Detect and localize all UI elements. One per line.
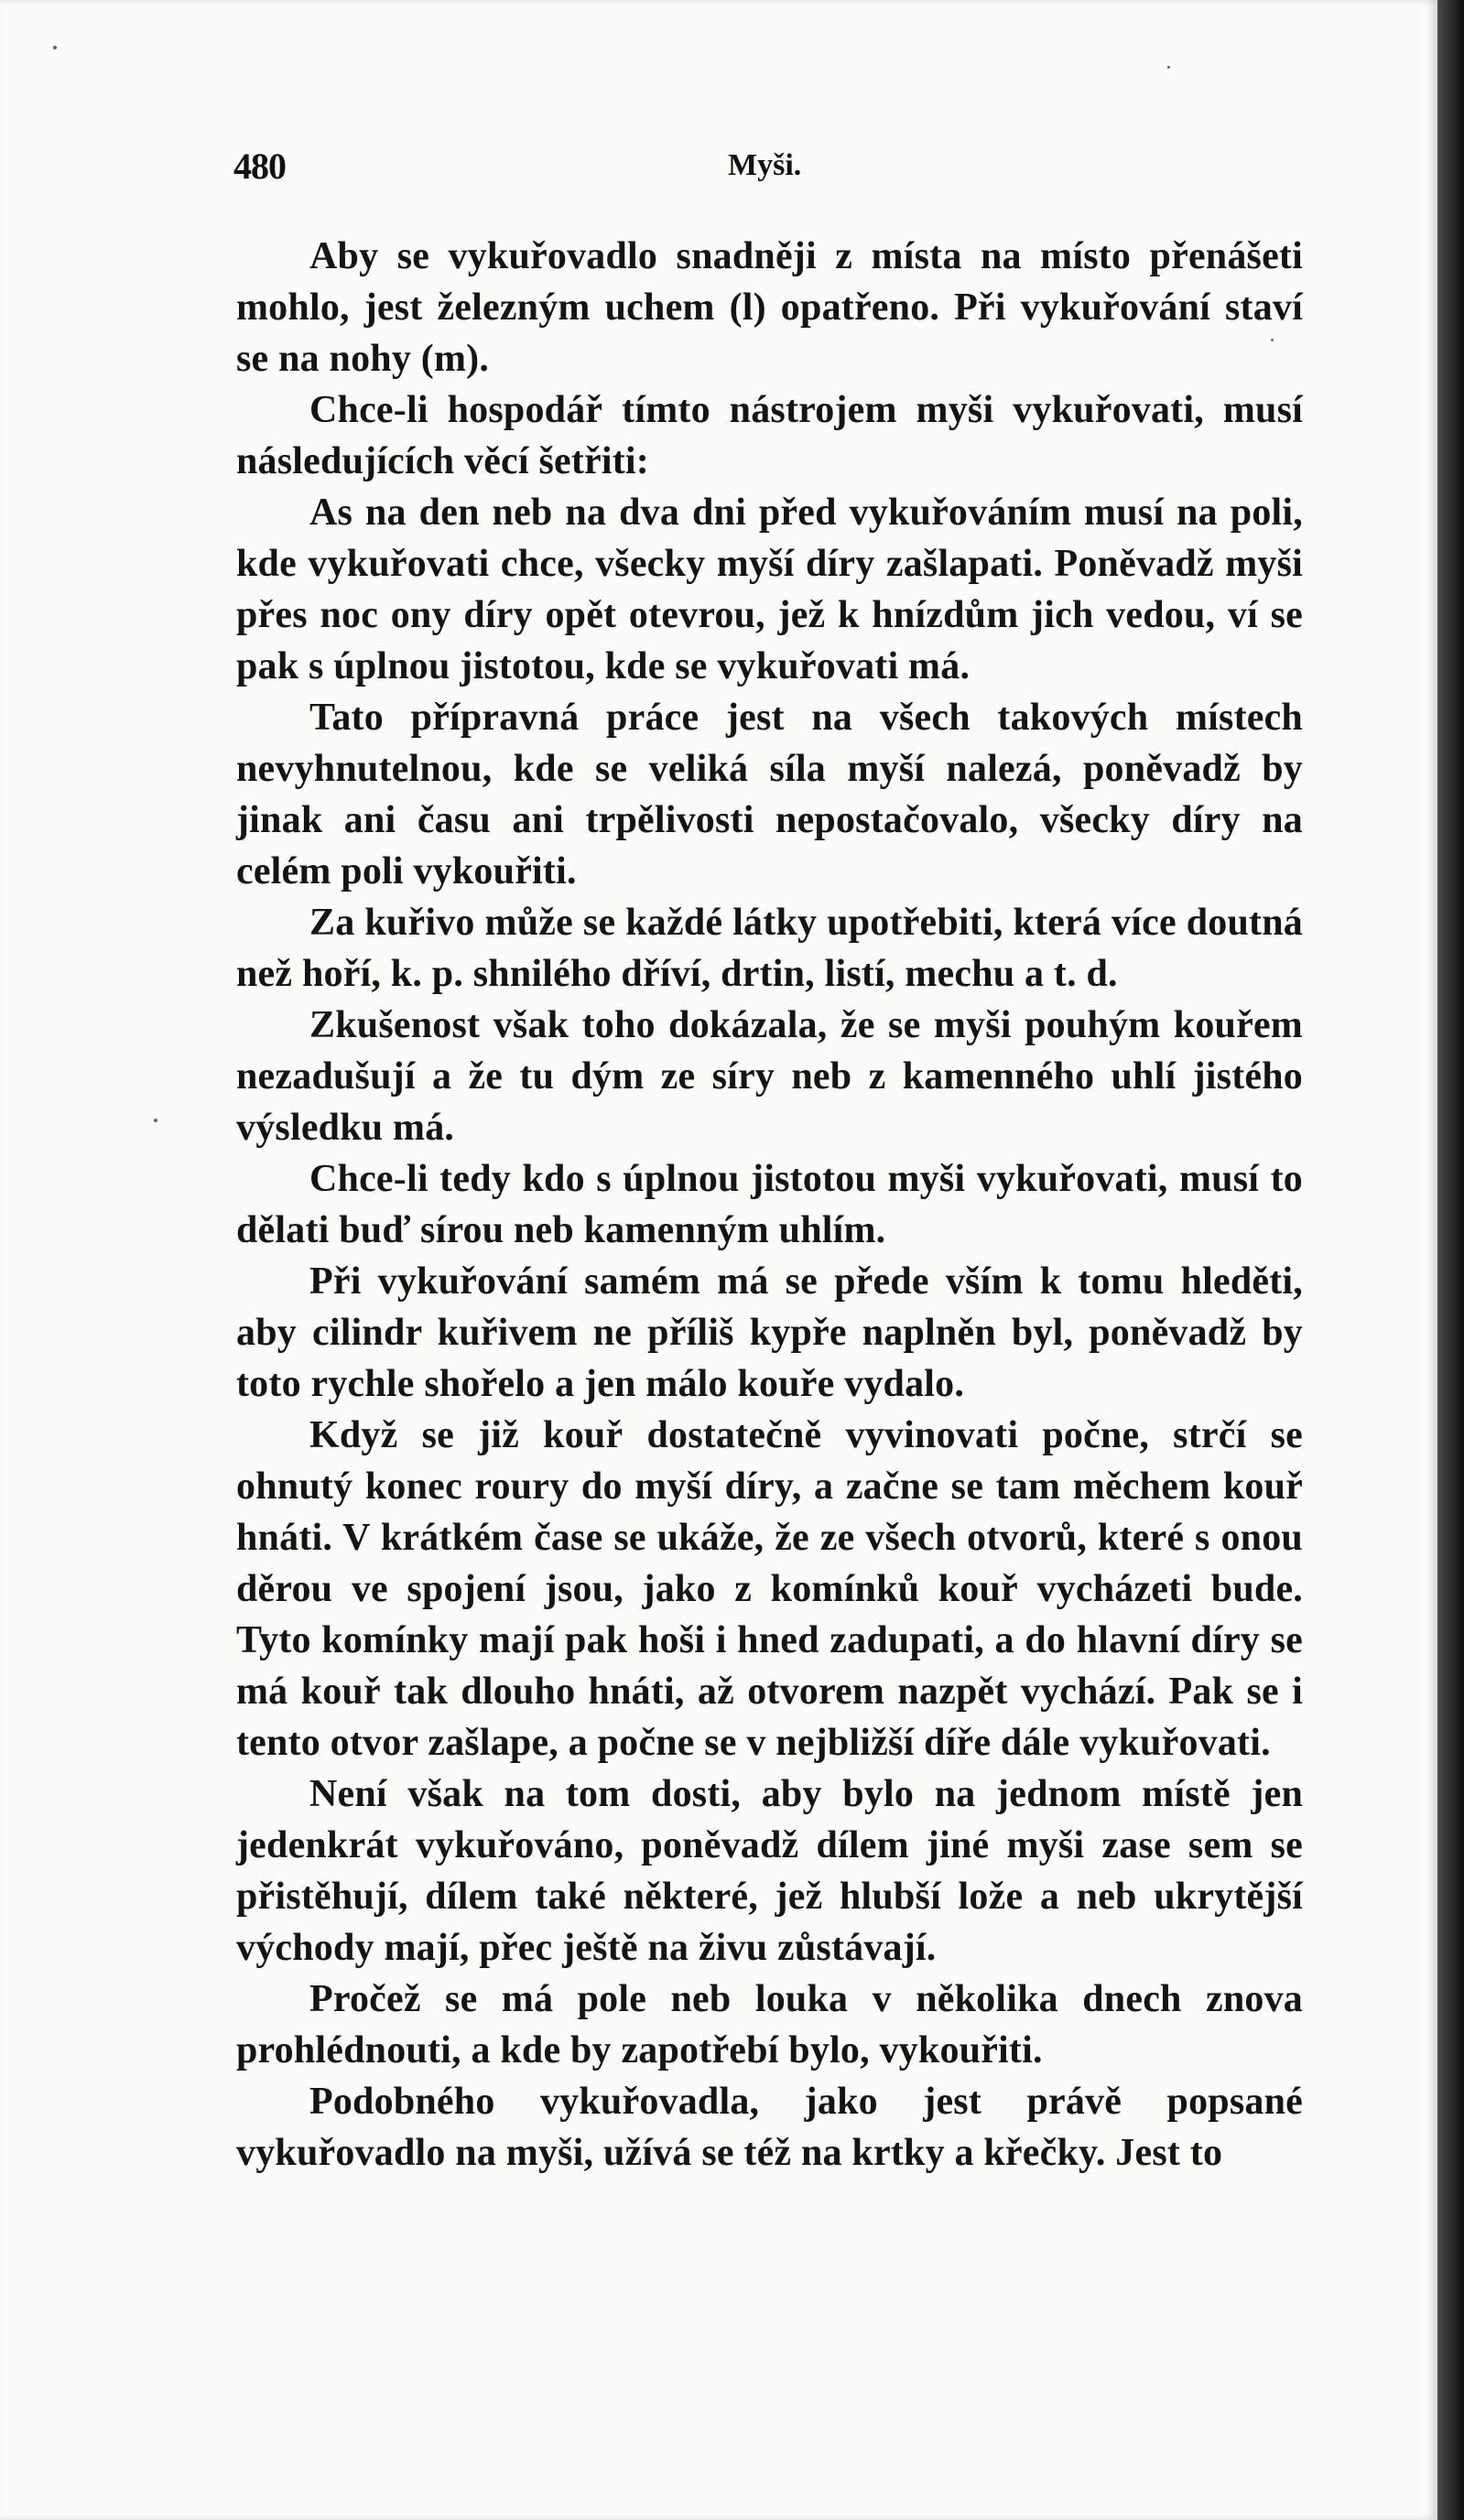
body-text [236,231,1303,2179]
paragraph: Tato přípravná práce jest na všech takových místech nevyhnutelnou, kde se veliká síla myší nalezá, poněvadž by jinak ani času ani trpělivosti nepostačovalo, všecky díry na celém poli vykouřiti. [236,697,1303,892]
page-header [233,145,1305,200]
ink-speck [154,1119,157,1122]
paragraph: Chce-li tedy kdo s úplnou jistotou myši vykuřovati, musí to dělati buď sírou neb kamenným uhlím. [236,1158,1303,1251]
ink-speck [1167,66,1170,69]
paragraph: Pročež se má pole neb louka v několika dnech znova prohlédnouti, a kde by zapotřebí bylo, vykouřiti. [236,1978,1303,2071]
paragraph: Aby se vykuřovadlo snadněji z místa na místo přenášeti mohlo, jest železným uchem (l) opatřeno. Při vykuřování staví se na nohy (m). [236,235,1303,380]
paragraph: Chce-li hospodář tímto nástrojem myši vykuřovati, musí následujících věcí šetřiti: [236,389,1303,482]
paragraph: Při vykuřování samém má se přede vším k tomu hleděti, aby cilindr kuřivem ne příliš kypře naplněn byl, poněvadž by toto rychle shořelo a jen málo kouře vydalo. [236,1260,1303,1405]
page-number: 480 [233,146,286,187]
scan-edge [1437,0,1464,2520]
running-title: Myši. [728,148,802,182]
paragraph: Není však na tom dosti, aby bylo na jednom místě jen jedenkrát vykuřováno, poněvadž dílem jiné myši zase sem se přistěhují, dílem také některé, jež hlubší lože a neb ukrytější východy mají, přec ještě na živu zůstávají. [236,1773,1303,1969]
paragraph: Za kuřivo může se každé látky upotřebiti, která více doutná než hoří, k. p. shnilého dříví, drtin, listí, mechu a t. d. [236,902,1303,995]
paragraph: Když se již kouř dostatečně vyvinovati počne, strčí se ohnutý konec roury do myší díry, a začne se tam měchem kouř hnáti. V krátkém čase se ukáže, že ze všech otvorů, které s onou děrou ve spojení jsou, jako z komínků kouř vycházeti bude. Tyto komínky mají pak hoši i hned zadupati, a do hlavní díry se má kouř tak dlouho hnáti, až otvorem nazpět vychází. Pak se i tento otvor zašlape, a počne se v nejbližší díře dále vykuřovati. [236,1414,1303,1764]
ink-speck [53,46,57,49]
paragraph: Zkušenost však toho dokázala, že se myši pouhým kouřem nezadušují a že tu dým ze síry neb z kamenného uhlí jistého výsledku má. [236,1004,1303,1149]
paragraph: As na den neb na dva dni před vykuřováním musí na poli, kde vykuřovati chce, všecky myší díry zašlapati. Poněvadž myši přes noc ony díry opět otevrou, jež k hnízdům jich vedou, ví se pak s úplnou jistotou, kde se vykuřovati má. [236,492,1303,687]
paragraph: Podobného vykuřovadla, jako jest právě popsané vykuřovadlo na myši, užívá se též na krtky a křečky. Jest to [236,2081,1303,2174]
